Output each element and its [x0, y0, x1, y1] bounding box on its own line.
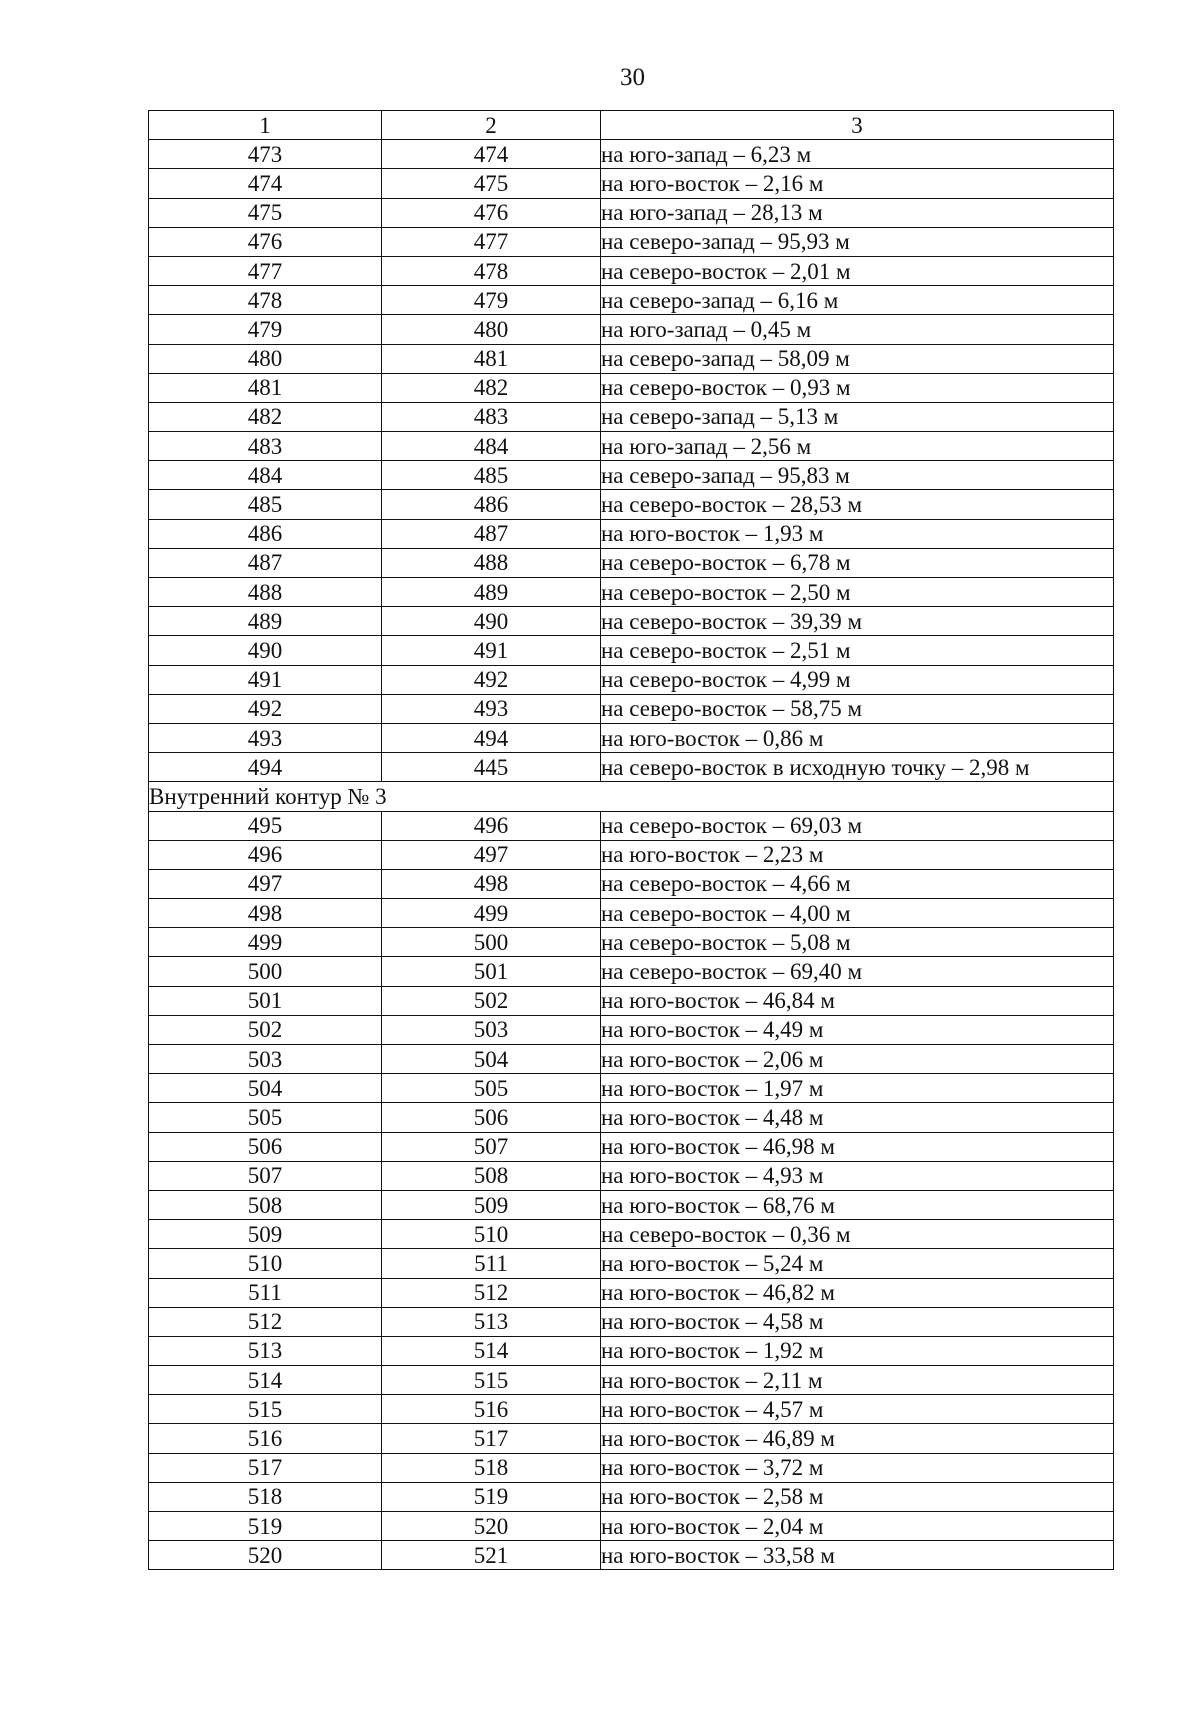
- table-row: [149, 432, 1114, 461]
- table-row: [149, 1015, 1114, 1044]
- direction-cell: на юго-восток – 4,57 м: [601, 1395, 1114, 1424]
- direction-cell: на северо-восток – 2,01 м: [601, 256, 1114, 285]
- table-row: [149, 1249, 1114, 1278]
- from-point-cell: 482: [149, 402, 382, 431]
- from-point-cell: 488: [149, 578, 382, 607]
- direction-cell: на юго-запад – 6,23 м: [601, 140, 1114, 169]
- boundary-table: [148, 110, 1114, 1570]
- direction-cell: на северо-запад – 6,16 м: [601, 286, 1114, 315]
- page-number: 30: [620, 64, 645, 91]
- to-point-cell: 487: [382, 519, 601, 548]
- direction-cell: на северо-восток – 2,50 м: [601, 578, 1114, 607]
- from-point-cell: 508: [149, 1190, 382, 1219]
- table-row: [149, 1541, 1114, 1570]
- table-row: [149, 1190, 1114, 1219]
- table-row: [149, 548, 1114, 577]
- direction-cell: на северо-восток – 4,99 м: [601, 665, 1114, 694]
- to-point-cell: 497: [382, 840, 601, 869]
- to-point-cell: 511: [382, 1249, 601, 1278]
- direction-cell: на юго-восток – 5,24 м: [601, 1249, 1114, 1278]
- direction-cell: на северо-восток – 28,53 м: [601, 490, 1114, 519]
- table-row: [149, 402, 1114, 431]
- direction-cell: на юго-восток – 4,48 м: [601, 1103, 1114, 1132]
- from-point-cell: 509: [149, 1220, 382, 1249]
- table-row: [149, 373, 1114, 402]
- to-point-cell: 498: [382, 869, 601, 898]
- table-row: [149, 1161, 1114, 1190]
- from-point-cell: 520: [149, 1541, 382, 1570]
- table-row: [149, 1453, 1114, 1482]
- direction-cell: на северо-запад – 5,13 м: [601, 402, 1114, 431]
- to-point-cell: 507: [382, 1132, 601, 1161]
- from-point-cell: 498: [149, 899, 382, 928]
- from-point-cell: 493: [149, 723, 382, 752]
- from-point-cell: 511: [149, 1278, 382, 1307]
- to-point-cell: 501: [382, 957, 601, 986]
- table-row: [149, 899, 1114, 928]
- table-row: [149, 1220, 1114, 1249]
- to-point-cell: 475: [382, 169, 601, 198]
- to-point-cell: 496: [382, 811, 601, 840]
- to-point-cell: 491: [382, 636, 601, 665]
- table-header: [149, 111, 1114, 140]
- table-row: [149, 1278, 1114, 1307]
- table-row: [149, 1045, 1114, 1074]
- direction-cell: на северо-восток – 58,75 м: [601, 694, 1114, 723]
- header-col-3: 3: [601, 111, 1114, 140]
- from-point-cell: 519: [149, 1512, 382, 1541]
- from-point-cell: 487: [149, 548, 382, 577]
- table-row: [149, 578, 1114, 607]
- table-row: [149, 227, 1114, 256]
- table-row: [149, 840, 1114, 869]
- table-row: [149, 1424, 1114, 1453]
- to-point-cell: 482: [382, 373, 601, 402]
- direction-cell: на северо-восток – 6,78 м: [601, 548, 1114, 577]
- direction-cell: на юго-восток – 46,84 м: [601, 986, 1114, 1015]
- from-point-cell: 506: [149, 1132, 382, 1161]
- to-point-cell: 488: [382, 548, 601, 577]
- to-point-cell: 518: [382, 1453, 601, 1482]
- to-point-cell: 499: [382, 899, 601, 928]
- direction-cell: на северо-восток – 39,39 м: [601, 607, 1114, 636]
- direction-cell: на юго-восток – 2,06 м: [601, 1045, 1114, 1074]
- to-point-cell: 503: [382, 1015, 601, 1044]
- table-row: [149, 636, 1114, 665]
- table-row: [149, 169, 1114, 198]
- from-point-cell: 483: [149, 432, 382, 461]
- to-point-cell: 506: [382, 1103, 601, 1132]
- to-point-cell: 510: [382, 1220, 601, 1249]
- direction-cell: на юго-запад – 28,13 м: [601, 198, 1114, 227]
- section-row: [149, 782, 1114, 811]
- table-row: [149, 1074, 1114, 1103]
- to-point-cell: 516: [382, 1395, 601, 1424]
- table-row: [149, 723, 1114, 752]
- direction-cell: на юго-восток – 4,49 м: [601, 1015, 1114, 1044]
- from-point-cell: 497: [149, 869, 382, 898]
- table-row: [149, 519, 1114, 548]
- direction-cell: на юго-восток – 4,58 м: [601, 1307, 1114, 1336]
- table-row: [149, 1307, 1114, 1336]
- to-point-cell: 517: [382, 1424, 601, 1453]
- table-row: [149, 1103, 1114, 1132]
- table-row: [149, 694, 1114, 723]
- to-point-cell: 493: [382, 694, 601, 723]
- from-point-cell: 516: [149, 1424, 382, 1453]
- from-point-cell: 485: [149, 490, 382, 519]
- table-row: [149, 957, 1114, 986]
- to-point-cell: 502: [382, 986, 601, 1015]
- to-point-cell: 486: [382, 490, 601, 519]
- table-body: [149, 140, 1114, 1570]
- table-row: [149, 315, 1114, 344]
- table-row: [149, 344, 1114, 373]
- from-point-cell: 518: [149, 1482, 382, 1511]
- direction-cell: на северо-запад – 95,93 м: [601, 227, 1114, 256]
- direction-cell: на юго-запад – 0,45 м: [601, 315, 1114, 344]
- table-row: [149, 256, 1114, 285]
- header-row: [149, 111, 1114, 140]
- to-point-cell: 478: [382, 256, 601, 285]
- from-point-cell: 510: [149, 1249, 382, 1278]
- to-point-cell: 445: [382, 753, 601, 782]
- header-col-2: 2: [382, 111, 601, 140]
- direction-cell: на юго-восток – 2,11 м: [601, 1366, 1114, 1395]
- direction-cell: на северо-восток – 69,40 м: [601, 957, 1114, 986]
- from-point-cell: 486: [149, 519, 382, 548]
- from-point-cell: 515: [149, 1395, 382, 1424]
- table-row: [149, 607, 1114, 636]
- table-row: [149, 928, 1114, 957]
- from-point-cell: 473: [149, 140, 382, 169]
- to-point-cell: 520: [382, 1512, 601, 1541]
- to-point-cell: 519: [382, 1482, 601, 1511]
- table-row: [149, 1366, 1114, 1395]
- to-point-cell: 513: [382, 1307, 601, 1336]
- from-point-cell: 479: [149, 315, 382, 344]
- to-point-cell: 490: [382, 607, 601, 636]
- direction-cell: на северо-восток – 0,36 м: [601, 1220, 1114, 1249]
- direction-cell: на юго-восток – 46,89 м: [601, 1424, 1114, 1453]
- direction-cell: на северо-восток – 4,00 м: [601, 899, 1114, 928]
- direction-cell: на юго-восток – 1,93 м: [601, 519, 1114, 548]
- direction-cell: на юго-восток – 1,92 м: [601, 1336, 1114, 1365]
- from-point-cell: 505: [149, 1103, 382, 1132]
- table-row: [149, 753, 1114, 782]
- from-point-cell: 481: [149, 373, 382, 402]
- from-point-cell: 517: [149, 1453, 382, 1482]
- to-point-cell: 474: [382, 140, 601, 169]
- direction-cell: на юго-восток – 1,97 м: [601, 1074, 1114, 1103]
- table-row: [149, 140, 1114, 169]
- table-row: [149, 198, 1114, 227]
- to-point-cell: 500: [382, 928, 601, 957]
- to-point-cell: 483: [382, 402, 601, 431]
- from-point-cell: 500: [149, 957, 382, 986]
- to-point-cell: 515: [382, 1366, 601, 1395]
- to-point-cell: 480: [382, 315, 601, 344]
- from-point-cell: 474: [149, 169, 382, 198]
- to-point-cell: 492: [382, 665, 601, 694]
- direction-cell: на северо-восток в исходную точку – 2,98 м: [601, 753, 1114, 782]
- table-row: [149, 1512, 1114, 1541]
- from-point-cell: 513: [149, 1336, 382, 1365]
- from-point-cell: 502: [149, 1015, 382, 1044]
- to-point-cell: 484: [382, 432, 601, 461]
- table-row: [149, 1395, 1114, 1424]
- table-row: [149, 1336, 1114, 1365]
- direction-cell: на северо-восток – 2,51 м: [601, 636, 1114, 665]
- to-point-cell: 521: [382, 1541, 601, 1570]
- direction-cell: на юго-восток – 46,82 м: [601, 1278, 1114, 1307]
- direction-cell: на юго-восток – 0,86 м: [601, 723, 1114, 752]
- table-row: [149, 811, 1114, 840]
- to-point-cell: 514: [382, 1336, 601, 1365]
- from-point-cell: 507: [149, 1161, 382, 1190]
- direction-cell: на юго-восток – 68,76 м: [601, 1190, 1114, 1219]
- from-point-cell: 492: [149, 694, 382, 723]
- from-point-cell: 501: [149, 986, 382, 1015]
- from-point-cell: 491: [149, 665, 382, 694]
- to-point-cell: 509: [382, 1190, 601, 1219]
- direction-cell: на северо-восток – 0,93 м: [601, 373, 1114, 402]
- direction-cell: на северо-восток – 69,03 м: [601, 811, 1114, 840]
- direction-cell: на юго-восток – 4,93 м: [601, 1161, 1114, 1190]
- from-point-cell: 494: [149, 753, 382, 782]
- table-row: [149, 286, 1114, 315]
- direction-cell: на юго-восток – 2,04 м: [601, 1512, 1114, 1541]
- from-point-cell: 490: [149, 636, 382, 665]
- to-point-cell: 485: [382, 461, 601, 490]
- from-point-cell: 489: [149, 607, 382, 636]
- to-point-cell: 494: [382, 723, 601, 752]
- from-point-cell: 504: [149, 1074, 382, 1103]
- direction-cell: на юго-запад – 2,56 м: [601, 432, 1114, 461]
- direction-cell: на юго-восток – 33,58 м: [601, 1541, 1114, 1570]
- table-row: [149, 461, 1114, 490]
- table-row: [149, 665, 1114, 694]
- direction-cell: на северо-восток – 5,08 м: [601, 928, 1114, 957]
- section-title: Внутренний контур № 3: [149, 782, 1114, 811]
- direction-cell: на северо-запад – 95,83 м: [601, 461, 1114, 490]
- from-point-cell: 514: [149, 1366, 382, 1395]
- table-row: [149, 986, 1114, 1015]
- from-point-cell: 478: [149, 286, 382, 315]
- to-point-cell: 481: [382, 344, 601, 373]
- header-col-1: 1: [149, 111, 382, 140]
- from-point-cell: 495: [149, 811, 382, 840]
- from-point-cell: 496: [149, 840, 382, 869]
- from-point-cell: 475: [149, 198, 382, 227]
- direction-cell: на юго-восток – 46,98 м: [601, 1132, 1114, 1161]
- to-point-cell: 476: [382, 198, 601, 227]
- from-point-cell: 484: [149, 461, 382, 490]
- direction-cell: на юго-восток – 2,23 м: [601, 840, 1114, 869]
- to-point-cell: 477: [382, 227, 601, 256]
- to-point-cell: 512: [382, 1278, 601, 1307]
- direction-cell: на юго-восток – 3,72 м: [601, 1453, 1114, 1482]
- to-point-cell: 505: [382, 1074, 601, 1103]
- table-row: [149, 1482, 1114, 1511]
- from-point-cell: 503: [149, 1045, 382, 1074]
- to-point-cell: 479: [382, 286, 601, 315]
- direction-cell: на северо-восток – 4,66 м: [601, 869, 1114, 898]
- table-row: [149, 869, 1114, 898]
- direction-cell: на юго-восток – 2,16 м: [601, 169, 1114, 198]
- from-point-cell: 477: [149, 256, 382, 285]
- to-point-cell: 504: [382, 1045, 601, 1074]
- from-point-cell: 476: [149, 227, 382, 256]
- to-point-cell: 489: [382, 578, 601, 607]
- table-row: [149, 1132, 1114, 1161]
- from-point-cell: 512: [149, 1307, 382, 1336]
- to-point-cell: 508: [382, 1161, 601, 1190]
- direction-cell: на юго-восток – 2,58 м: [601, 1482, 1114, 1511]
- from-point-cell: 480: [149, 344, 382, 373]
- direction-cell: на северо-запад – 58,09 м: [601, 344, 1114, 373]
- from-point-cell: 499: [149, 928, 382, 957]
- table-row: [149, 490, 1114, 519]
